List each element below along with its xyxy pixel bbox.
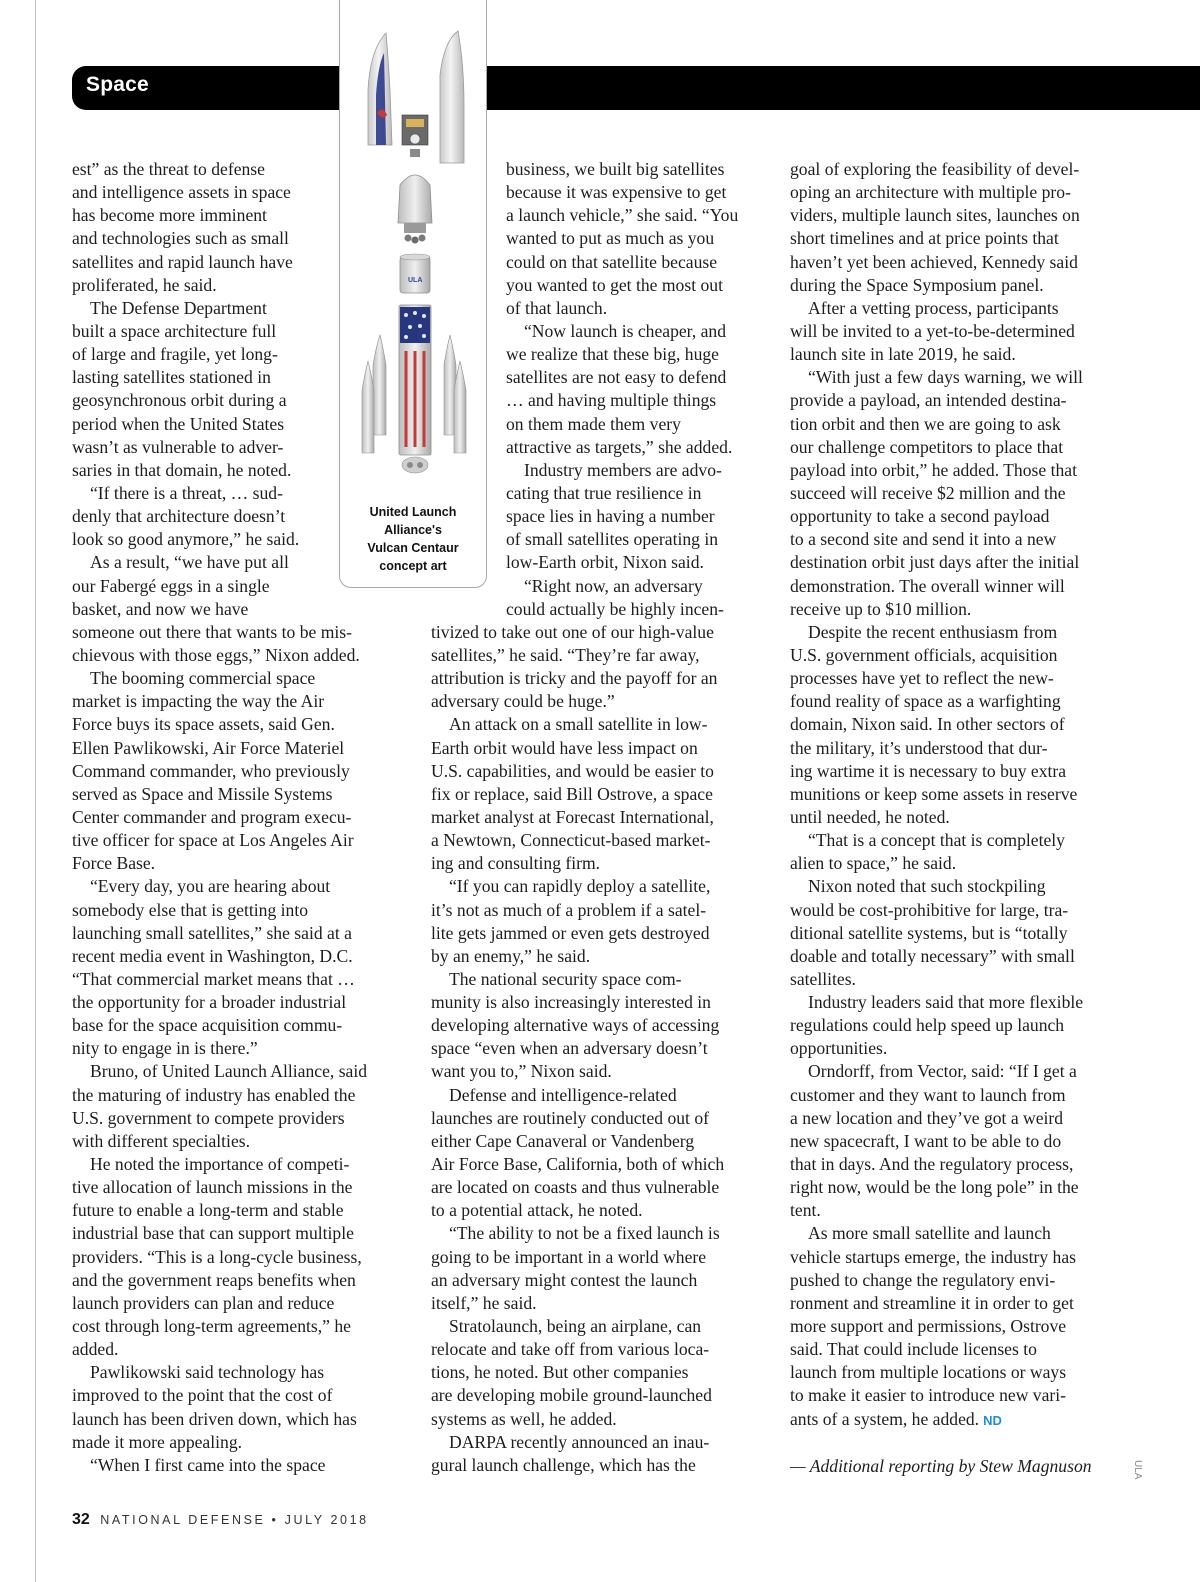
article-line: ing and consulting firm.: [431, 853, 601, 874]
additional-reporting-byline: — Additional reporting by Stew Magnuson: [790, 1456, 1092, 1476]
article-line: the opportunity for a broader industrial: [72, 992, 347, 1013]
article-line: attractive as targets,” she added.: [506, 436, 733, 457]
article-line: Force buys its space assets, said Gen.: [72, 714, 335, 735]
article-line: fix or replace, said Bill Ostrove, a space: [431, 783, 713, 804]
photo-credit: ULA: [1132, 1460, 1143, 1480]
article-line: “When I first came into the space: [90, 1454, 326, 1475]
article-line: Earth orbit would have less impact on: [431, 737, 698, 758]
article-line: proliferated, he said.: [72, 274, 217, 295]
article-line: gural launch challenge, which has the: [431, 1454, 696, 1475]
article-line: “That commercial market means that …: [72, 968, 355, 989]
article-line: space lies in having a number: [506, 506, 715, 527]
article-line: alien to space,” he said.: [790, 853, 957, 874]
article-line: period when the United States: [72, 413, 285, 434]
article-line: made it more appealing.: [72, 1431, 243, 1452]
caption-line: concept art: [379, 559, 447, 573]
article-line: launch from multiple locations or ways: [790, 1362, 1067, 1383]
article-line: doable and totally necessary” with small: [790, 945, 1075, 966]
article-line: to make it easier to introduce new vari-: [790, 1385, 1067, 1406]
article-line: we realize that these big, huge: [506, 344, 719, 365]
article-line: ing wartime it is necessary to buy extra: [790, 760, 1067, 781]
article-line: said. That could include licenses to: [790, 1339, 1037, 1360]
article-line: Center commander and program execu-: [72, 806, 352, 827]
article-line: tions, he noted. But other companies: [431, 1362, 689, 1383]
article-line: could on that satellite because: [506, 251, 718, 272]
article-line: Force Base.: [72, 853, 156, 874]
publication-line: NATIONAL DEFENSE • JULY 2018: [100, 1513, 369, 1527]
caption-line: United Launch: [369, 505, 457, 519]
article-line: that in days. And the regulatory process,: [790, 1154, 1074, 1175]
article-line: ditional satellite systems, but is “totally: [790, 922, 1068, 943]
article-line: our challenge competitors to place that: [790, 436, 1064, 457]
article-line: base for the space acquisition commu-: [72, 1015, 343, 1036]
article-line: future to enable a long-term and stable: [72, 1200, 344, 1221]
page-number: 32: [72, 1511, 90, 1528]
article-line: of small satellites operating in: [506, 529, 719, 550]
article-line: He noted the importance of competi-: [90, 1154, 350, 1175]
article-column-3: [790, 158, 1120, 1431]
article-line: with different specialties.: [72, 1130, 250, 1151]
article-line: As more small satellite and launch: [808, 1223, 1051, 1244]
article-line: itself,” he said.: [431, 1292, 537, 1313]
article-line: basket, and now we have: [72, 598, 249, 619]
article-line: “That is a concept that is completely: [808, 830, 1065, 851]
section-bar-left: [72, 66, 340, 110]
article-line: satellites and rapid launch have: [72, 251, 293, 272]
article-line: opportunity to take a second payload: [790, 506, 1050, 527]
article-line: “With just a few days warning, we will: [808, 367, 1083, 388]
centaur-upper-stage: [398, 175, 432, 244]
article-line: satellites,” he said. “They’re far away,: [431, 644, 700, 665]
article-line: After a vetting process, participants: [808, 297, 1059, 318]
article-line: market is impacting the way the Air: [72, 691, 325, 712]
section-header-bar: [72, 66, 1200, 110]
article-line: recent media event in Washington, D.C.: [72, 945, 353, 966]
article-line: would be cost-prohibitive for large, tra-: [790, 899, 1069, 920]
article-line: [790, 1408, 1120, 1431]
article-line: provide a payload, an intended destina-: [790, 390, 1067, 411]
article-line: industrial base that can support multiple: [72, 1223, 354, 1244]
article-line: As a result, “we have put all: [90, 552, 289, 573]
article-line: saries in that domain, he noted.: [72, 459, 292, 480]
page-footer: [72, 1511, 369, 1529]
article-line: demonstration. The overall winner will: [790, 575, 1065, 596]
satellite-payload: [402, 115, 428, 157]
end-of-article-mark: ND: [983, 1412, 1002, 1428]
article-line: Despite the recent enthusiasm from: [808, 621, 1058, 642]
article-line: an adversary might contest the launch: [431, 1269, 698, 1290]
caption-line: Alliance's: [384, 523, 442, 537]
article-line: are developing mobile ground-launched: [431, 1385, 712, 1406]
article-line: it’s not as much of a problem if a satel-: [431, 899, 707, 920]
article-line: the maturing of industry has enabled the: [72, 1084, 356, 1105]
article-line: munitions or keep some assets in reserve: [790, 783, 1078, 804]
article-line: tive officer for space at Los Angeles Air: [72, 830, 354, 851]
article-line: Orndorff, from Vector, said: “If I get a: [808, 1061, 1077, 1082]
article-line: systems as well, he added.: [431, 1408, 617, 1429]
article-line: more support and permissions, Ostrove: [790, 1316, 1067, 1337]
article-line: “Right now, an adversary: [524, 575, 703, 596]
article-line: Ellen Pawlikowski, Air Force Materiel: [72, 737, 345, 758]
article-line: opportunities.: [790, 1038, 888, 1059]
article-line: until needed, he noted.: [790, 806, 950, 827]
article-line: will be invited to a yet-to-be-determined: [790, 320, 1075, 341]
payload-fairing-right: [440, 31, 464, 163]
article-line: has become more imminent: [72, 205, 267, 226]
article-line: denly that architecture doesn’t: [72, 506, 286, 527]
article-line: launch providers can plan and reduce: [72, 1292, 335, 1313]
article-line: chievous with those eggs,” Nixon added.: [72, 644, 360, 665]
article-line: look so good anymore,” he said.: [72, 529, 300, 550]
article-line: regulations could help speed up launch: [790, 1015, 1065, 1036]
article-line: “The ability to not be a fixed launch is: [449, 1223, 720, 1244]
article-line: pushed to change the regulatory envi-: [790, 1269, 1056, 1290]
payload-fairing-left: [368, 33, 392, 145]
article-line: Pawlikowski said technology has: [90, 1362, 325, 1383]
article-line: launch site in late 2019, he said.: [790, 344, 1016, 365]
article-line: market analyst at Forecast International,: [431, 806, 714, 827]
article-line: goal of exploring the feasibility of devel-: [790, 159, 1080, 179]
article-line: and intelligence assets in space: [72, 182, 291, 203]
article-line: launch has been driven down, which has: [72, 1408, 357, 1429]
article-line: cost through long-term agreements,” he: [72, 1316, 351, 1337]
article-line: domain, Nixon said. In other sectors of: [790, 714, 1065, 735]
article-line: developing alternative ways of accessing: [431, 1015, 720, 1036]
article-line: by an enemy,” he said.: [431, 945, 591, 966]
article-line: “If you can rapidly deploy a satellite,: [449, 876, 711, 897]
article-line-text: ants of a system, he added.: [790, 1408, 980, 1429]
article-line: ronment and streamline it in order to get: [790, 1292, 1074, 1313]
article-line: relocate and take off from various loca-: [431, 1339, 710, 1360]
article-line: payload into orbit,” he added. Those that: [790, 459, 1077, 480]
article-line: right now, would be the long pole” in the: [790, 1177, 1079, 1198]
article-line: U.S. government to compete providers: [72, 1107, 345, 1128]
article-line: are located on coasts and thus vulnerable: [431, 1177, 720, 1198]
article-line: going to be important in a world where: [431, 1246, 707, 1267]
article-line: The booming commercial space: [90, 668, 316, 689]
article-line: and technologies such as small: [72, 228, 289, 249]
article-line: served as Space and Missile Systems: [72, 783, 333, 804]
article-line: oping an architecture with multiple pro-: [790, 182, 1071, 203]
article-line: destination orbit just days after the initial: [790, 552, 1080, 573]
article-line: munity is also increasingly interested in: [431, 992, 711, 1013]
article-line: receive up to $10 million.: [790, 598, 972, 619]
article-line: launches are routinely conducted out of: [431, 1107, 709, 1128]
article-line: satellites.: [790, 968, 856, 989]
article-line: geosynchronous orbit during a: [72, 390, 287, 411]
article-line: Nixon noted that such stockpiling: [808, 876, 1046, 897]
article-line: new spacecraft, I want to be able to do: [790, 1130, 1062, 1151]
article-line: lasting satellites stationed in: [72, 367, 271, 388]
article-line: adversary could be huge.”: [431, 691, 615, 712]
article-line: someone out there that wants to be mis-: [72, 621, 352, 642]
article-line: either Cape Canaveral or Vandenberg: [431, 1130, 695, 1151]
article-column-1: [72, 158, 397, 1477]
article-line: tive allocation of launch missions in the: [72, 1177, 353, 1198]
article-line: est” as the threat to defense: [72, 159, 265, 179]
article-line: business, we built big satellites: [506, 159, 725, 179]
article-line: Air Force Base, California, both of which: [431, 1154, 725, 1175]
article-line: An attack on a small satellite in low-: [449, 714, 708, 735]
caption-line: Vulcan Centaur: [367, 541, 459, 555]
article-line: The Defense Department: [90, 297, 267, 318]
article-line: launching small satellites,” she said at a: [72, 922, 352, 943]
section-label: Space: [86, 73, 149, 96]
page-margin-rule: [35, 0, 36, 1582]
article-line: succeed will receive $2 million and the: [790, 482, 1066, 503]
article-line: attribution is tricky and the payoff for an: [431, 668, 718, 689]
article-line: tivized to take out one of our high-value: [431, 621, 714, 642]
article-line: our Fabergé eggs in a single: [72, 575, 270, 596]
article-line: space “even when an adversary doesn’t: [431, 1038, 708, 1059]
article-line: lite gets jammed or even gets destroyed: [431, 922, 710, 943]
article-line: providers. “This is a long-cycle business,: [72, 1246, 362, 1267]
article-line: … and having multiple things: [506, 390, 717, 411]
article-line: of that launch.: [506, 297, 608, 318]
article-line: to a potential attack, he noted.: [431, 1200, 643, 1221]
article-line: cating that true resilience in: [506, 482, 702, 503]
article-line: tion orbit and then we are going to ask: [790, 413, 1061, 434]
article-line: haven’t yet been achieved, Kennedy said: [790, 251, 1078, 272]
article-line: to a second site and send it into a new: [790, 529, 1057, 550]
article-line: wanted to put as much as you: [506, 228, 715, 249]
article-line: improved to the point that the cost of: [72, 1385, 333, 1406]
article-line: DARPA recently announced an inau-: [449, 1431, 710, 1452]
article-line: U.S. capabilities, and would be easier to: [431, 760, 714, 781]
article-line: somebody else that is getting into: [72, 899, 309, 920]
article-line: nity to engage in is there.”: [72, 1038, 258, 1059]
article-line: a new location and they’ve got a weird: [790, 1107, 1064, 1128]
interstage-adapter: [400, 254, 430, 293]
article-line: and the government reaps benefits when: [72, 1269, 356, 1290]
article-line: found reality of space as a warfighting: [790, 691, 1061, 712]
article-line: wasn’t as vulnerable to adver-: [72, 436, 284, 457]
article-line: Bruno, of United Launch Alliance, said: [90, 1061, 368, 1082]
article-line: “If there is a threat, … sud-: [90, 482, 283, 503]
article-line: on them made them very: [506, 413, 681, 434]
article-line: during the Space Symposium panel.: [790, 274, 1044, 295]
article-line: want you to,” Nixon said.: [431, 1061, 612, 1082]
article-line: added.: [72, 1339, 119, 1360]
article-line: customer and they want to launch from: [790, 1084, 1066, 1105]
article-line: The national security space com-: [449, 968, 682, 989]
article-line: because it was expensive to get: [506, 182, 727, 203]
article-line: Industry members are advo-: [524, 459, 722, 480]
article-line: processes have yet to reflect the new-: [790, 668, 1054, 689]
article-line: U.S. government officials, acquisition: [790, 644, 1058, 665]
article-line: a Newtown, Connecticut-based market-: [431, 830, 711, 851]
article-line: Industry leaders said that more flexible: [808, 992, 1084, 1013]
article-line: a launch vehicle,” she said. “You: [506, 205, 739, 226]
article-line: low-Earth orbit, Nixon said.: [506, 552, 704, 573]
article-line: Defense and intelligence-related: [449, 1084, 677, 1105]
article-line: vehicle startups emerge, the industry has: [790, 1246, 1076, 1267]
article-line: satellites are not easy to defend: [506, 367, 727, 388]
vulcan-first-stage: [399, 305, 431, 473]
article-line: the military, it’s understood that dur-: [790, 737, 1048, 758]
article-column-2: [431, 158, 761, 1477]
article-line: you wanted to get the most out: [506, 274, 723, 295]
article-line: Stratolaunch, being an airplane, can: [449, 1316, 702, 1337]
article-line: “Now launch is cheaper, and: [524, 320, 727, 341]
article-line: short timelines and at price points that: [790, 228, 1059, 249]
article-line: viders, multiple launch sites, launches on: [790, 205, 1080, 226]
article-line: could actually be highly incen-: [506, 598, 724, 619]
article-line: Command commander, who previously: [72, 760, 350, 781]
article-line: “Every day, you are hearing about: [90, 876, 331, 897]
article-line: built a space architecture full: [72, 320, 277, 341]
article-line: tent.: [790, 1200, 821, 1221]
ula-logo-mark: ULA: [408, 277, 423, 284]
section-bar-right: [485, 66, 1200, 110]
article-line: of large and fragile, yet long-: [72, 344, 278, 365]
